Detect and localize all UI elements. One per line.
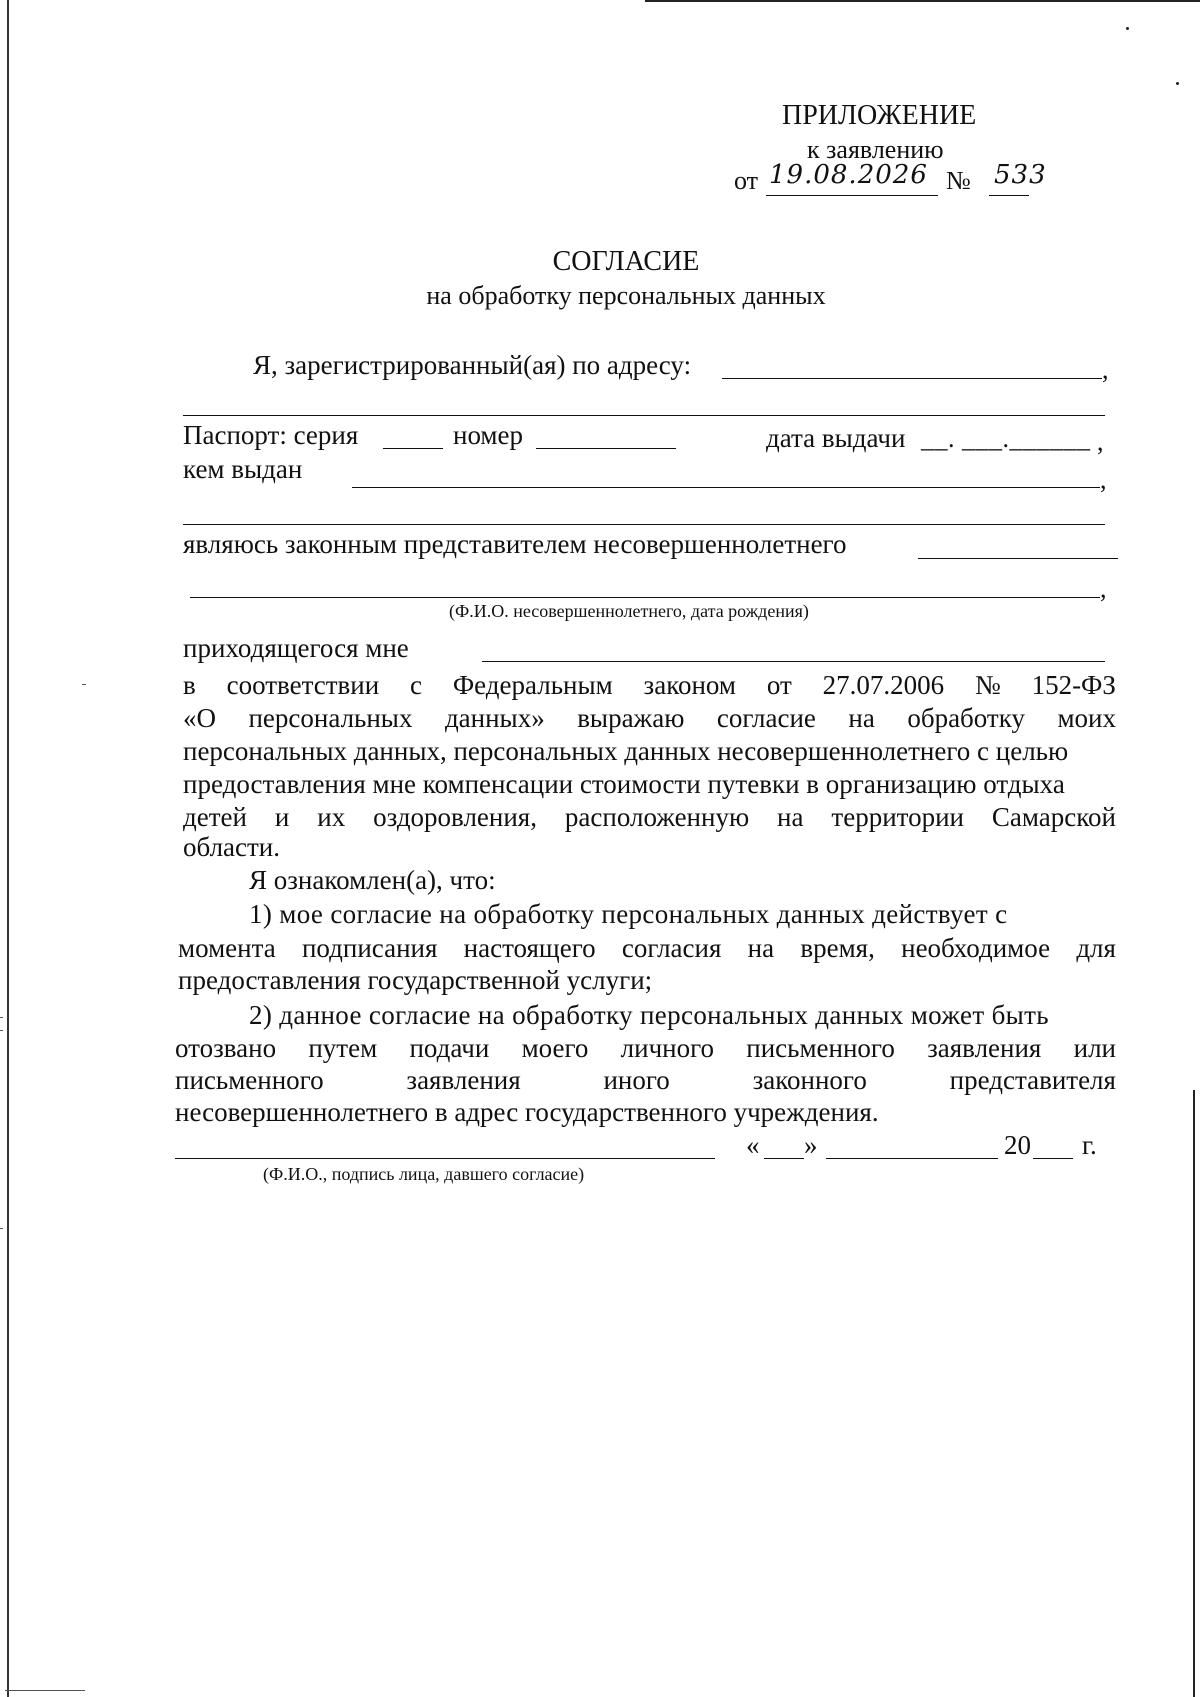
item2-line: [175, 1064, 1116, 1096]
signature-caption: (Ф.И.О., подпись лица, давшего согласие): [263, 1164, 585, 1184]
year-suffix: г.: [1082, 1130, 1097, 1160]
acknowledged-heading: Я ознакомлен(а), что:: [249, 865, 496, 895]
scan-speck: [5, 1690, 85, 1691]
minor-field-caption: (Ф.И.О. несовершеннолетнего, дата рождения): [449, 601, 809, 621]
word: личного: [620, 1033, 714, 1063]
word: представителя: [949, 1065, 1116, 1095]
word: необходимое: [901, 933, 1051, 963]
scan-speck: [0, 1228, 3, 1229]
date-underline: [766, 195, 938, 196]
word: заявления: [927, 1033, 1042, 1063]
handwritten-number: 533: [994, 160, 1047, 190]
relation-field: [482, 661, 1105, 662]
word: моих: [1057, 703, 1116, 733]
scan-edge-top: [645, 0, 1200, 2]
word: 152-ФЗ: [1031, 670, 1116, 700]
word: письменного: [175, 1065, 324, 1095]
item2-line: [175, 1032, 1116, 1064]
law-paragraph-line: [183, 669, 1116, 701]
word: или: [1073, 1033, 1116, 1063]
quote-close: »: [804, 1130, 818, 1160]
word: законом: [643, 670, 736, 700]
comma: ,: [1100, 465, 1107, 494]
word: расположенную: [564, 802, 750, 832]
word: момента: [178, 933, 276, 963]
signature-field: [175, 1158, 715, 1159]
word: письменного: [746, 1033, 895, 1063]
word: время,: [800, 933, 875, 963]
law-paragraph-line: [183, 702, 1116, 734]
scan-speck: [1176, 82, 1179, 85]
passport-series-field: [383, 448, 443, 449]
word: обработку: [907, 703, 1025, 733]
word: соответствии: [226, 670, 380, 700]
number-label: №: [946, 166, 971, 195]
consent-title: СОГЛАСИЕ: [552, 246, 700, 277]
representative-label: являюсь законным представителем несовершеннолетнего: [183, 529, 847, 559]
passport-number-field: [536, 448, 676, 449]
relation-label: приходящегося мне: [183, 633, 409, 663]
scan-speck: [1126, 27, 1129, 30]
word: подписания: [301, 933, 438, 963]
representative-field: [918, 558, 1118, 559]
from-label: от: [734, 166, 759, 195]
word: 27.07.2006: [822, 670, 945, 700]
year-field: [1033, 1158, 1073, 1159]
word: Самарской: [991, 802, 1116, 832]
word: на: [848, 703, 875, 733]
word: путем: [308, 1033, 378, 1063]
issued-by-field-line2: [183, 524, 1105, 525]
day-field: [764, 1158, 804, 1159]
word: выражаю: [577, 703, 685, 733]
word: моего: [521, 1033, 589, 1063]
item1-line: 1) мое согласие на обработку персональных данных действует с: [249, 899, 1008, 929]
word: законного: [752, 1065, 867, 1095]
law-paragraph-line: области.: [183, 832, 281, 862]
scan-edge-right: [1193, 1090, 1195, 1697]
address-field: [722, 378, 1102, 379]
consent-subtitle: на обработку персональных данных: [426, 281, 826, 310]
passport-series-label: Паспорт: серия: [183, 420, 359, 450]
word: заявления: [406, 1065, 521, 1095]
comma: ,: [1097, 427, 1104, 456]
month-field: [826, 1158, 998, 1159]
word: персональных: [248, 703, 413, 733]
item1-line: [178, 932, 1116, 964]
word: Федеральным: [452, 670, 613, 700]
word: подачи: [409, 1033, 490, 1063]
issued-by-label: кем выдан: [183, 454, 303, 484]
law-paragraph-line: персональных данных, персональных данных несовершеннолетнего с целью: [183, 736, 1069, 766]
word: территории: [831, 802, 964, 832]
handwritten-date: 19.08.2026: [769, 160, 928, 190]
to-statement-label: к заявлению: [807, 135, 944, 164]
passport-number-label: номер: [453, 420, 524, 450]
word: и: [274, 802, 290, 832]
law-paragraph-line: [183, 801, 1116, 833]
word: в: [183, 670, 196, 700]
scan-speck: [0, 1030, 3, 1031]
word: настоящего: [463, 933, 596, 963]
word: оздоровления,: [373, 802, 537, 832]
law-paragraph-line: предоставления мне компенсации стоимости путевки в организацию отдыха: [183, 769, 1065, 799]
word: отозвано: [175, 1033, 277, 1063]
scan-speck: [82, 684, 86, 685]
number-underline: [989, 195, 1029, 196]
item2-line: 2) данное согласие на обработку персональных данных может быть: [249, 1000, 1049, 1030]
word: «О: [183, 703, 216, 733]
registered-address-label: Я, зарегистрированный(ая) по адресу:: [253, 350, 692, 380]
word: на: [777, 802, 804, 832]
word: их: [317, 802, 346, 832]
word: для: [1076, 933, 1116, 963]
issue-date-field: __. ___.______: [921, 424, 1091, 453]
word: на: [747, 933, 775, 963]
address-field-line2: [183, 415, 1105, 416]
appendix-title: ПРИЛОЖЕНИЕ: [782, 100, 977, 131]
word: №: [974, 670, 1001, 700]
word: согласия: [621, 933, 722, 963]
item2-line: несовершеннолетнего в адрес государственного учреждения.: [175, 1097, 879, 1127]
word: детей: [183, 802, 247, 832]
scan-speck: [0, 1017, 3, 1018]
minor-name-field: [190, 597, 1100, 598]
comma: ,: [1102, 355, 1109, 384]
item1-line: предоставления государственной услуги;: [178, 965, 653, 995]
word: с: [410, 670, 422, 700]
comma: ,: [1100, 574, 1107, 603]
word: согласие: [716, 703, 816, 733]
issue-date-label: дата выдачи: [766, 423, 906, 453]
word: от: [766, 670, 792, 700]
issued-by-field: [352, 487, 1100, 488]
word: данных»: [444, 703, 545, 733]
word: иного: [603, 1065, 670, 1095]
quote-open: «: [746, 1130, 760, 1160]
year-prefix: 20: [1004, 1130, 1031, 1160]
